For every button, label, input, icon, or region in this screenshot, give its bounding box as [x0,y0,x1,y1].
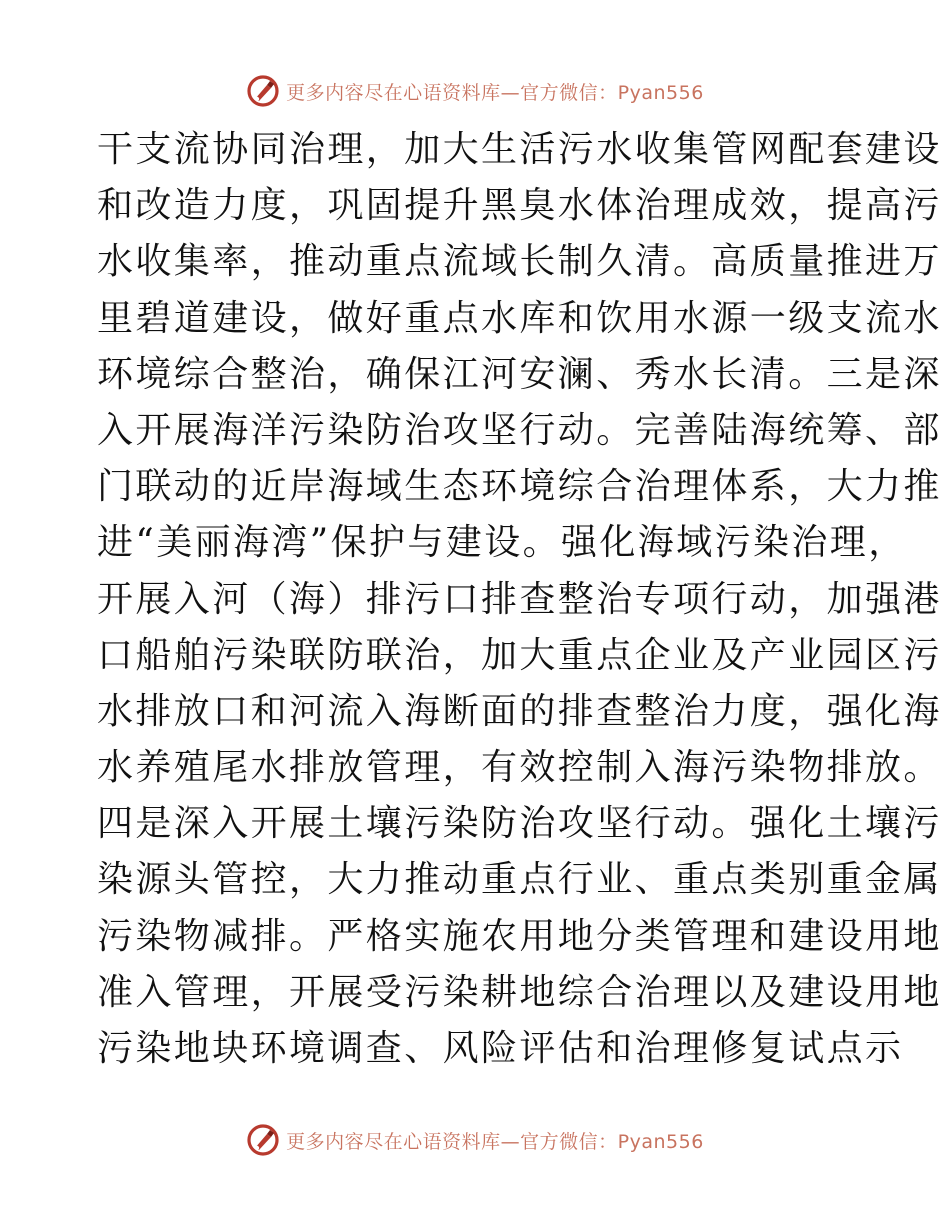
body-line: 四是深入开展土壤污染防治攻坚行动。强化土壤污 [97,803,942,845]
body-line: 入开展海洋污染防治攻坚行动。完善陆海统筹、部 [97,409,942,451]
body-line: 里碧道建设，做好重点水库和饮用水源一级支流水 [97,297,942,339]
body-line: 和改造力度，巩固提升黑臭水体治理成效，提高污 [97,185,942,227]
body-line: 门联动的近岸海域生态环境综合治理体系，大力推 [97,466,942,508]
document-body [97,122,942,1077]
body-line: 进“美丽海湾”保护与建设。强化海域污染治理， [97,522,907,564]
body-line: 染源头管控，大力推动重点行业、重点类别重金属 [97,859,942,901]
header-banner-text: 更多内容尽在心语资料库—官方微信：Pyan556 [286,81,704,104]
body-line: 口船舶污染联防联治，加大重点企业及产业园区污 [97,634,942,676]
pen-logo-icon [246,74,280,108]
body-line: 水排放口和河流入海断面的排查整治力度，强化海 [97,690,942,732]
body-line: 水收集率，推动重点流域长制久清。高质量推进万 [97,241,942,283]
body-line: 污染地块环境调查、风险评估和治理修复试点示 [97,1028,904,1069]
header-watermark-banner [0,71,950,111]
body-line: 准入管理，开展受污染耕地综合治理以及建设用地 [97,971,942,1013]
pen-logo-icon [246,1123,280,1157]
body-line: 干支流协同治理，加大生活污水收集管网配套建设 [97,129,942,170]
body-line: 环境综合整治，确保江河安澜、秀水长清。三是深 [97,353,942,395]
body-line: 开展入河（海）排污口排查整治专项行动，加强港 [97,578,942,620]
body-line: 水养殖尾水排放管理，有效控制入海污染物排放。 [97,747,942,789]
footer-watermark-banner [0,1120,950,1160]
footer-banner-text: 更多内容尽在心语资料库—官方微信：Pyan556 [286,1130,704,1153]
body-line: 污染物减排。严格实施农用地分类管理和建设用地 [97,915,942,957]
